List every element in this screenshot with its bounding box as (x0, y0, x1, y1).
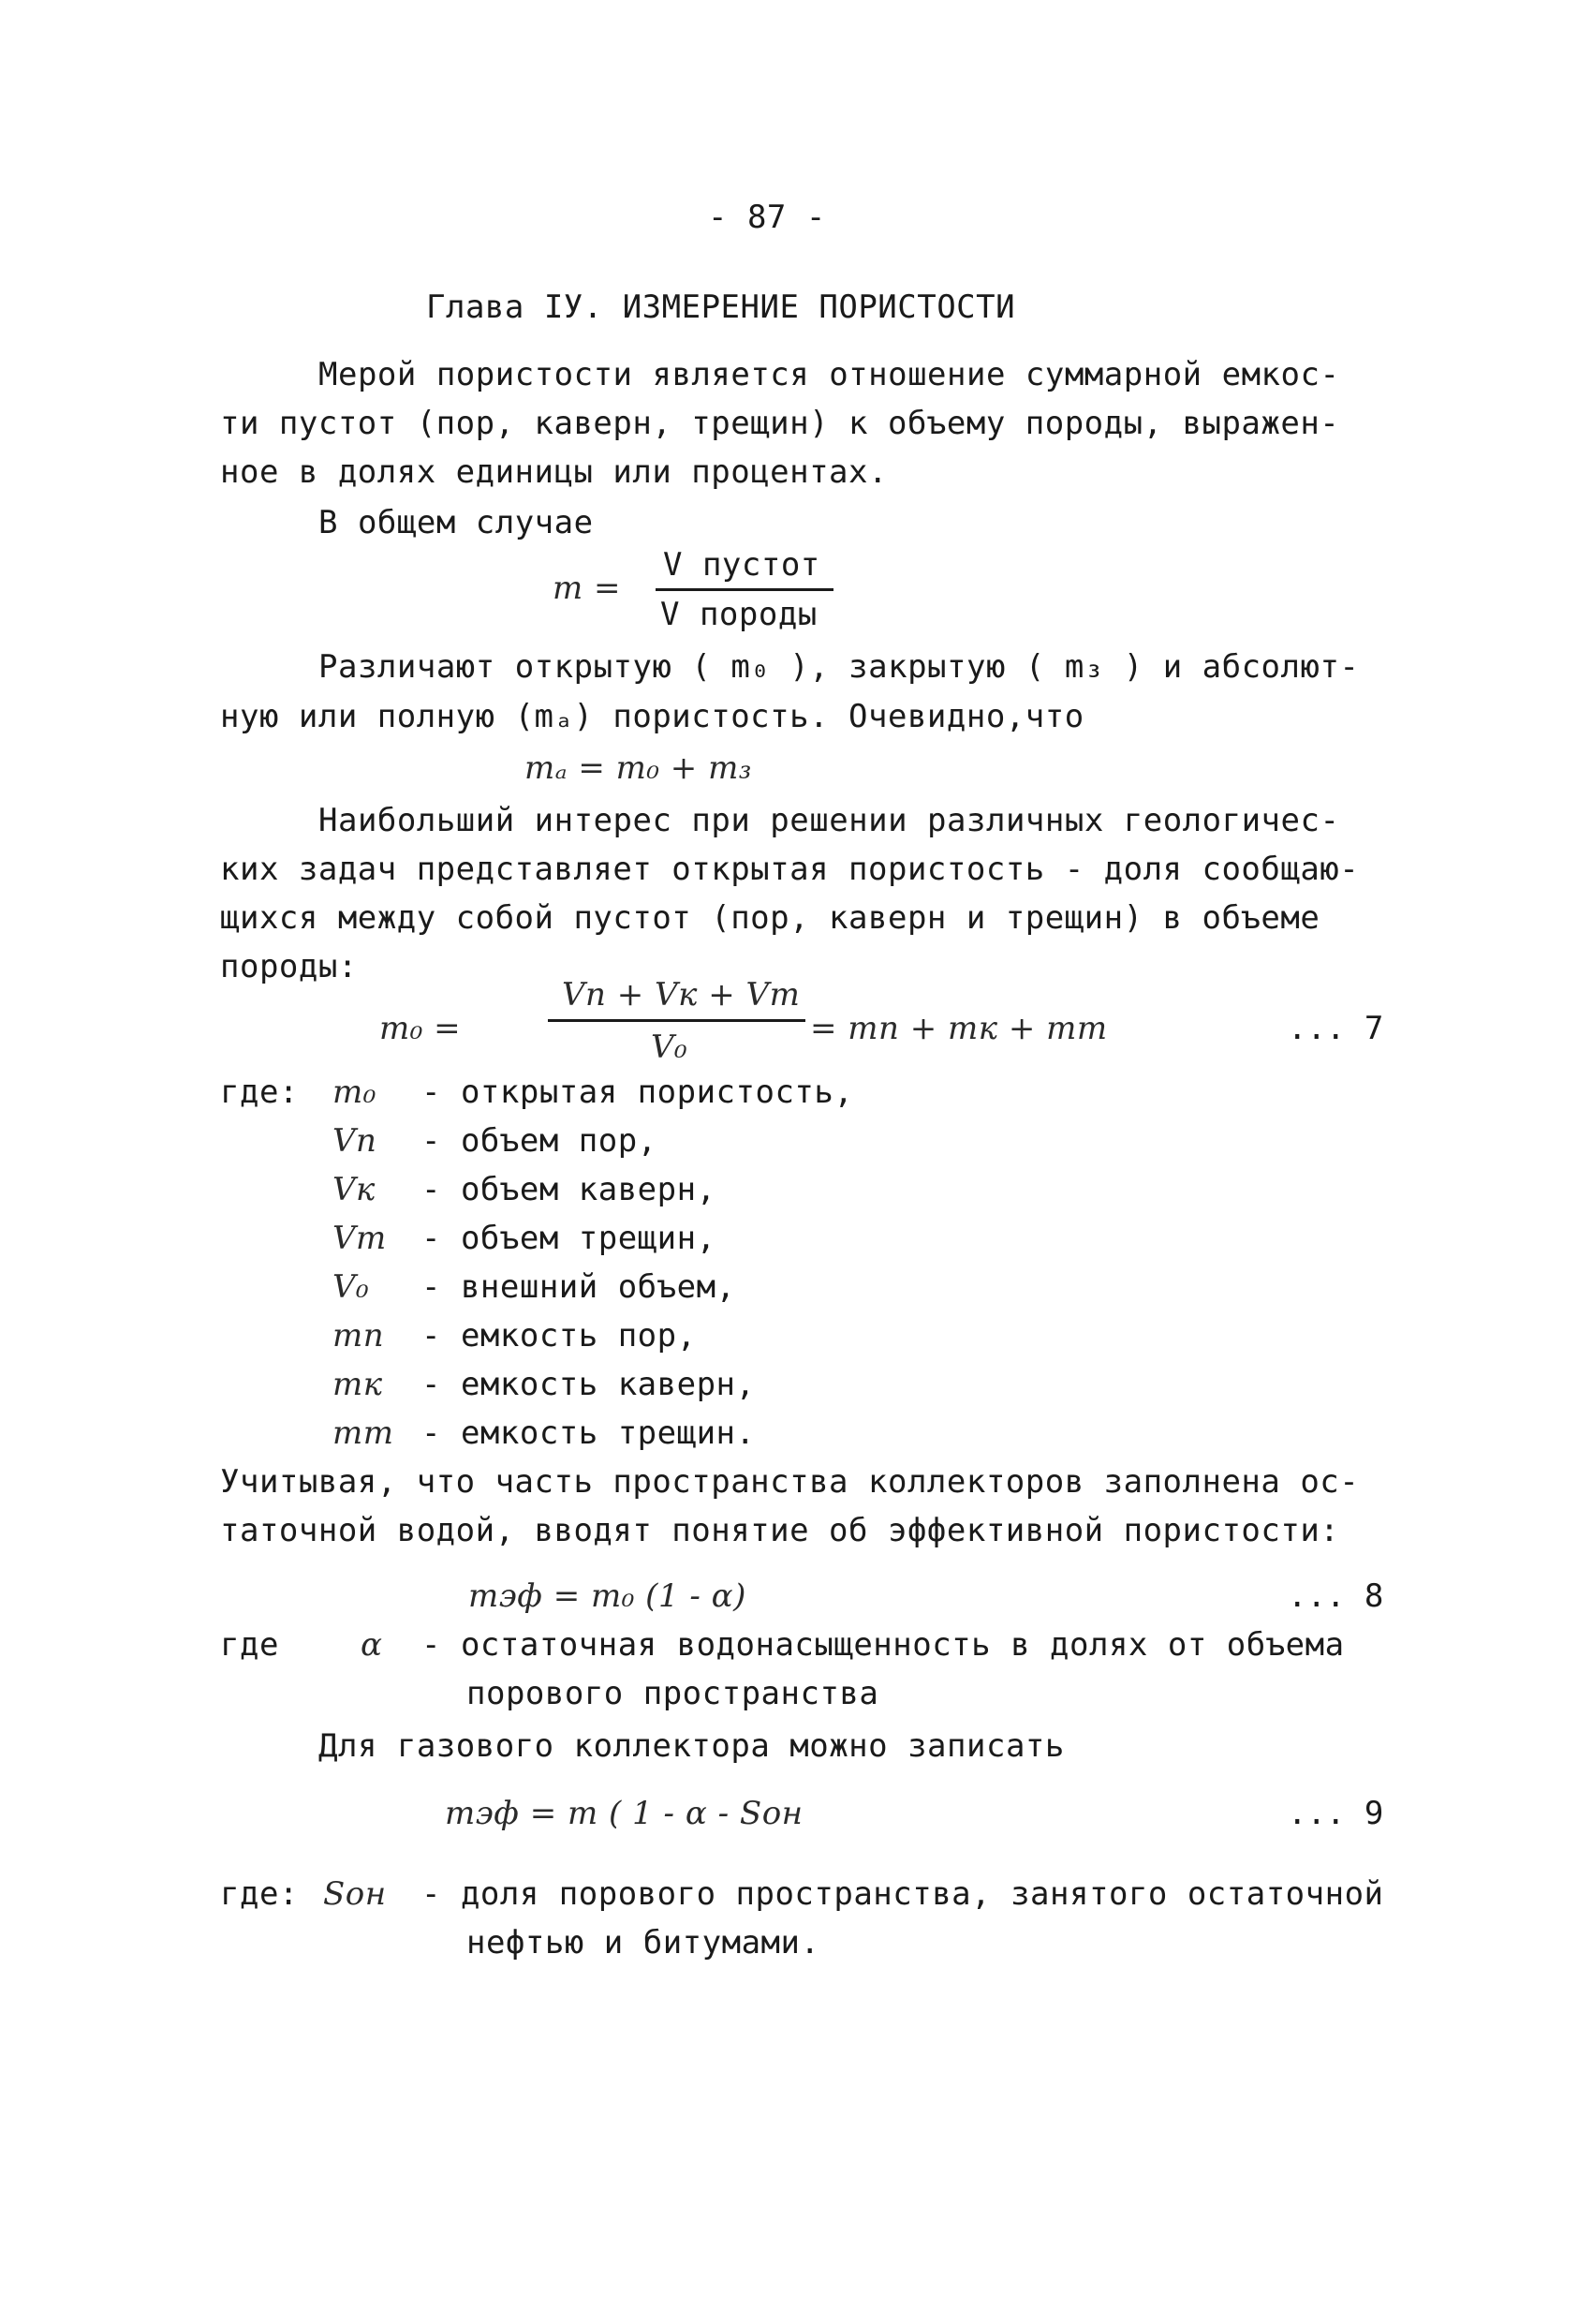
equation-number-8: ... 8 (1288, 1577, 1384, 1615)
definition-symbol: V₀ (332, 1268, 370, 1306)
definition-symbol: m₀ (332, 1073, 376, 1111)
equation-number-9: ... 9 (1288, 1795, 1384, 1832)
formula-gas-expr: mэф = m ( 1 - α - Sон (445, 1795, 804, 1832)
definition-alpha-symbol: α (361, 1626, 383, 1664)
equation-number-7: ... 7 (1288, 1010, 1384, 1047)
interest-line-2: ких задач представляет открытая пористость - доля сообщаю- (220, 851, 1360, 888)
definition-text: - внешний объем, (421, 1268, 736, 1306)
definition-symbol: Vк (332, 1171, 376, 1208)
definition-text: - емкость трещин. (421, 1414, 756, 1452)
gas-collector-line: Для газового коллектора можно записать (318, 1727, 1065, 1765)
intro-line-3: ное в долях единицы или процентах. (220, 453, 888, 491)
definition-text: - емкость каверн, (421, 1366, 756, 1403)
intro-line-2: ти пустот (пор, каверн, трещин) к объему породы, выражен- (220, 405, 1340, 442)
definition-son-text-1: - доля порового пространства, занятого остаточной (421, 1875, 1384, 1913)
definition-son-symbol: Sон (323, 1875, 387, 1913)
interest-line-4: породы: (220, 948, 358, 985)
formula-open-numerator: Vп + Vк + Vт (562, 976, 801, 1014)
fraction-bar (548, 1019, 805, 1022)
chapter-title: Глава IУ. ИЗМЕРЕНИЕ ПОРИСТОСТИ (426, 289, 1016, 326)
fraction-bar (656, 588, 833, 591)
definition-text: - объем пор, (421, 1122, 657, 1160)
effective-line-2: таточной водой, вводят понятие об эффективной пористости: (220, 1512, 1340, 1549)
distinguish-line-1: Различают открытую ( m₀ ), закрытую ( m₃ ) и абсолют- (318, 648, 1360, 686)
page-number: - 87 - (708, 199, 826, 236)
definition-text: - емкость пор, (421, 1317, 697, 1354)
definitions-label: где: (220, 1073, 299, 1111)
definition-symbol: mп (332, 1317, 385, 1354)
definition-alpha-label: где (220, 1626, 279, 1664)
definition-alpha-text-1: - остаточная водонасыщенность в долях от объема (421, 1626, 1345, 1664)
formula-open-rhs: = mп + mк + mт (810, 1010, 1108, 1047)
definition-text: - объем трещин, (421, 1220, 716, 1257)
definition-text: - открытая пористость, (421, 1073, 854, 1111)
formula-porosity-lhs: m = (553, 570, 622, 607)
formula-open-denominator: V₀ (651, 1029, 688, 1066)
definition-text: - объем каверн, (421, 1171, 716, 1208)
formula-absolute: mₐ = m₀ + m₃ (524, 749, 752, 787)
formula-porosity-numerator: V пустот (663, 546, 820, 584)
interest-line-3: щихся между собой пустот (пор, каверн и трещин) в объеме (220, 899, 1320, 937)
definition-son-label: где: (220, 1875, 299, 1913)
intro-line-1: Мерой пористости является отношение суммарной емкос- (318, 356, 1340, 393)
definition-son-text-2: нефтью и битумами. (466, 1924, 820, 1961)
formula-open-lhs: m₀ = (379, 1010, 462, 1047)
formula-effective-expr: mэф = m₀ (1 - α) (468, 1577, 746, 1615)
definition-symbol: Vп (332, 1122, 377, 1160)
distinguish-line-2: ную или полную (mₐ) пористость. Очевидно,что (220, 698, 1084, 735)
definition-symbol: mт (332, 1414, 394, 1452)
definition-alpha-text-2: порового пространства (466, 1675, 879, 1712)
formula-porosity-denominator: V породы (660, 596, 818, 633)
definition-symbol: Vт (332, 1220, 387, 1257)
general-case: В общем случае (318, 504, 594, 541)
definition-symbol: mк (332, 1366, 383, 1403)
effective-line-1: Учитывая, что часть пространства коллекторов заполнена ос- (220, 1463, 1360, 1501)
interest-line-1: Наибольший интерес при решении различных геологичес- (318, 802, 1340, 839)
